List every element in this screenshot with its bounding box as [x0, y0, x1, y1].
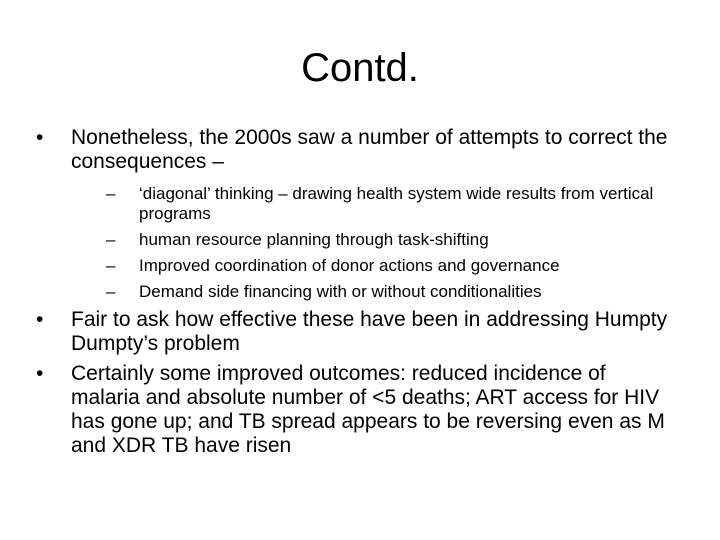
dash-icon: – [106, 282, 116, 301]
bullet-item [36, 308, 676, 356]
sub-bullet-item [71, 282, 676, 302]
bullet-icon: • [36, 126, 44, 149]
bullet-item [36, 362, 676, 458]
bullet-text: Fair to ask how effective these have been in addressing Humpty Dumpty’s problem [71, 308, 668, 355]
sub-bullet-text: ‘diagonal’ thinking – drawing health system wide results from vertical programs [139, 184, 654, 223]
bullet-icon: • [36, 308, 44, 331]
dash-icon: – [106, 256, 116, 275]
bullet-text: Certainly some improved outcomes: reduced incidence of malaria and absolute number of <5 deaths; ART access for HIV has gone up; and TB spread appears to be reversing even as M and XDR TB have risen [71, 362, 665, 457]
sub-bullet-text: human resource planning through task-shifting [139, 230, 489, 249]
sub-bullet-item [71, 256, 676, 276]
dash-icon: – [106, 184, 116, 203]
dash-icon: – [106, 230, 116, 249]
bullet-item [36, 126, 676, 302]
slide-body [36, 126, 676, 458]
slide-title: Contd. [301, 46, 419, 90]
bullet-icon: • [36, 362, 44, 385]
sub-bullet-item [71, 230, 676, 250]
sub-bullet-list [71, 184, 676, 302]
bullet-text: Nonetheless, the 2000s saw a number of attempts to correct the consequences – [71, 126, 668, 173]
sub-bullet-text: Improved coordination of donor actions and governance [139, 256, 560, 275]
sub-bullet-text: Demand side financing with or without conditionalities [139, 282, 542, 301]
sub-bullet-item [71, 184, 676, 224]
